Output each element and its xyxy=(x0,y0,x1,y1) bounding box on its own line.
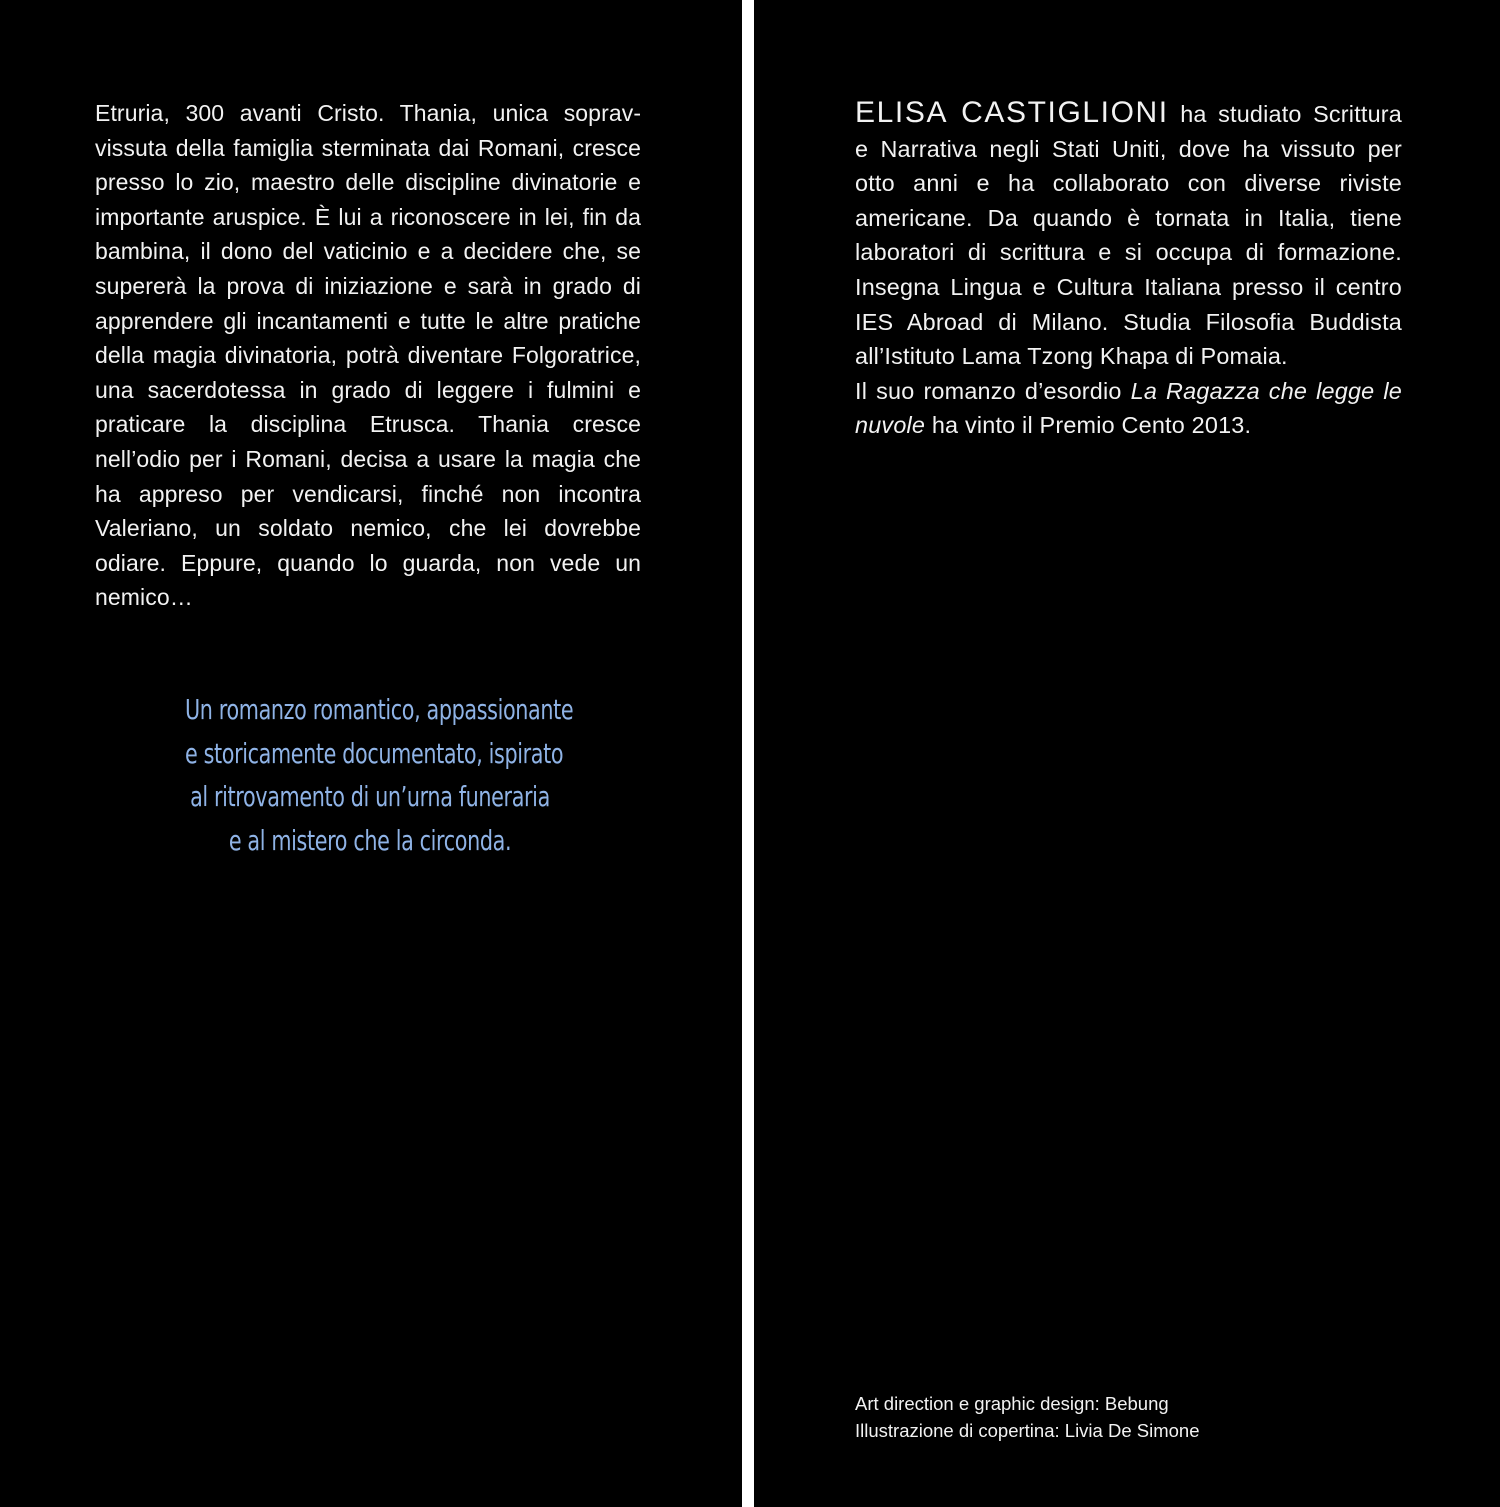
bio-text: ha studiato Scrittura e Narrativa negli Stati Uniti, dove ha vissuto per otto anni e ha collaborato con diverse riviste americane. Da quando è tornata in Italia, tiene laboratori di scrittura e si occupa di formazione. Insegna Lingua e Cultura Italiana presso il centro IES Abroad di Milano. Studia Filosofia Buddista all’Istituto Lama Tzong Khapa di Pomaia. xyxy=(855,101,1402,370)
debut-novel-title: La Ragazza che legge le nuvole xyxy=(855,377,1402,439)
bio-debut-intro: Il suo romanzo d’esordio xyxy=(855,377,1131,404)
tagline xyxy=(185,688,574,862)
author-bio xyxy=(855,96,1402,443)
credits xyxy=(855,1390,1415,1444)
tagline-line-4: e al mistero che la circonda. xyxy=(228,823,512,857)
tagline-line-3: al ritrovamento di un’urna funeraria xyxy=(190,780,550,813)
synopsis-text: Etruria, 300 avanti Cristo. Thania, unica sopravvissuta della famiglia sterminata dai Romani, cresce presso lo zio, maestro delle discipline divinatorie e importante aruspice. È lui a riconoscere in lei, fin da bambina, il dono del vaticinio e a decidere che, se supererà la prova di iniziazione e sarà in grado di apprendere gli incantamenti e tutte le altre pratiche della magia divinatoria, potrà diventare Folgoratrice, una sacerdotessa in grado di leggere i fulmini e praticare la disciplina Etrusca. Thania cresce nell’odio per i Romani, decisa a usare la magia che ha appreso per vendicarsi, finché non incontra Valeriano, un soldato nemico, che lei dovrebbe odiare. Eppure, quando lo guarda, non vede un nemico… xyxy=(95,100,641,611)
back-cover-right-panel xyxy=(754,0,1500,1507)
credit-illustration: Illustrazione di copertina: Livia De Simone xyxy=(855,1420,1200,1441)
bio-award: ha vinto il Premio Cento 2013. xyxy=(925,412,1252,439)
tagline-line-2: e storicamente documentato, ispirato xyxy=(185,736,564,770)
back-cover-left-panel xyxy=(0,0,742,1507)
tagline-line-1: Un romanzo romantico, appassionante xyxy=(185,693,574,726)
author-name: ELISA CASTIGLIONI xyxy=(855,96,1169,129)
credit-art-direction: Art direction e graphic design: Bebung xyxy=(855,1393,1169,1414)
